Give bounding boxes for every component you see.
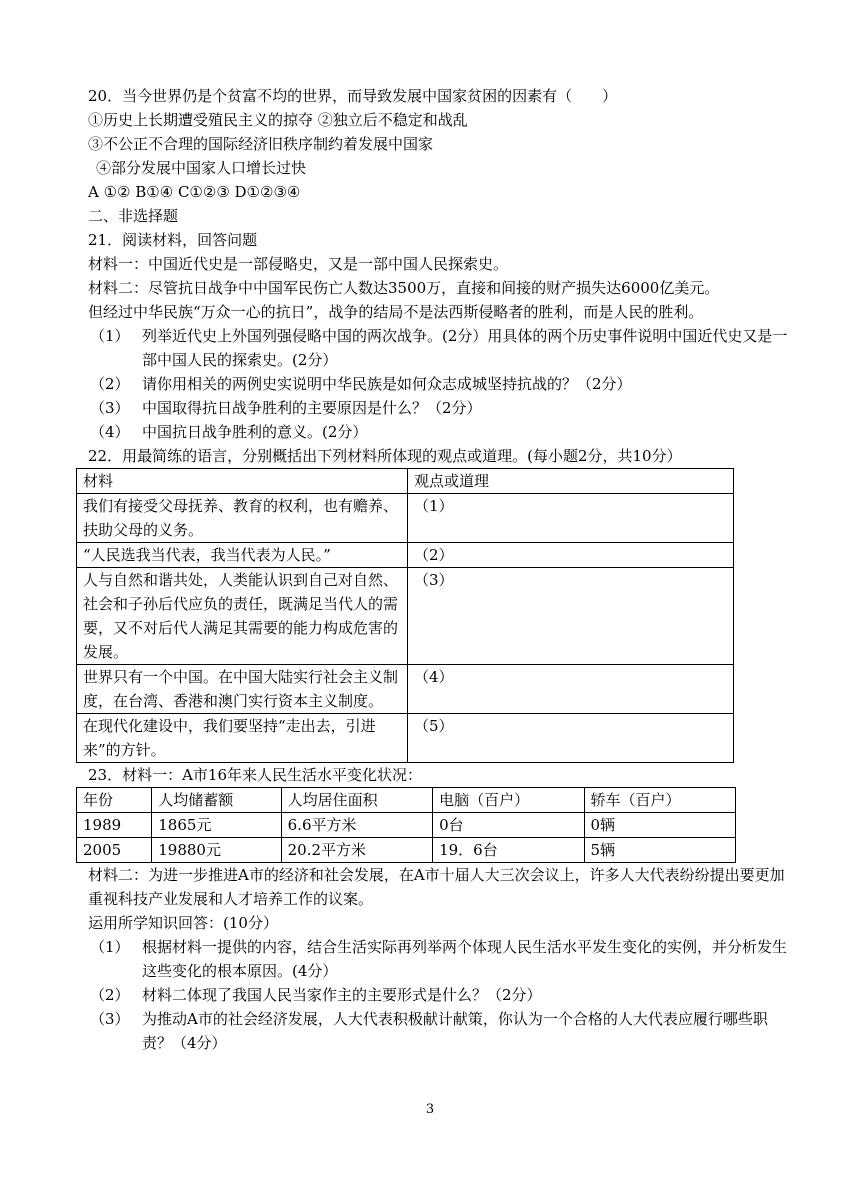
subquestion-number: （4） — [90, 423, 130, 441]
q20-stem: 20．当今世界仍是个贫富不均的世界，而导致发展中国家贫困的因素有（ ） — [88, 87, 618, 105]
table-cell: 0辆 — [584, 813, 735, 838]
q23-subquestion — [88, 1007, 788, 1055]
table-cell: 1989 — [77, 813, 152, 838]
q21-material-2b: 但经过中华民族“万众一心的抗日”，战争的结局不是法西斯侵略者的胜利，而是人民的胜利。 — [88, 303, 704, 321]
q23-material-2: 材料二：为进一步推进A市的经济和社会发展，在A市十届人大三次会议上，许多人大代表纷纷提出要更加重视科技产业发展和人才培养工作的议案。 — [88, 866, 785, 908]
subquestion-text: 根据材料一提供的内容，结合生活实际再列举两个体现人民生活水平发生变化的实例，并分析发生这些变化的根本原因。(4分） — [142, 938, 788, 980]
table-cell: 19．6台 — [433, 838, 584, 863]
q22-table — [76, 468, 734, 763]
material-cell: 我们有接受父母抚养、教育的权利，也有赡养、扶助父母的义务。 — [77, 494, 408, 543]
table-row — [77, 494, 734, 543]
subquestion-text: 中国取得抗日战争胜利的主要原因是什么？（2分） — [142, 399, 482, 417]
subquestion-number: （3） — [90, 399, 130, 417]
subquestion-text: 为推动A市的社会经济发展，人大代表积极献计献策，你认为一个合格的人大代表应履行哪些职责？（4分） — [142, 1010, 768, 1052]
q23-subquestion — [88, 935, 788, 983]
table-row — [77, 813, 736, 838]
material-cell: 人与自然和谐共处，人类能认识到自己对自然、社会和子孙后代应负的责任，既满足当代人的需要，又不对后代人满足其需要的能力构成危害的发展。 — [77, 568, 408, 665]
q21-subquestion — [88, 372, 788, 396]
table-row — [77, 665, 734, 714]
table-header-cell: 材料 — [77, 469, 408, 494]
table-header-cell: 人均居住面积 — [281, 788, 432, 813]
table-cell: 6.6平方米 — [281, 813, 432, 838]
subquestion-number: （2） — [90, 986, 130, 1004]
section-heading: 二、非选择题 — [88, 207, 179, 225]
table-cell: 5辆 — [584, 838, 735, 863]
page-number: 3 — [425, 1102, 435, 1117]
table-cell: 0台 — [433, 813, 584, 838]
answer-cell: （4） — [408, 665, 734, 714]
subquestion-text: 列举近代史上外国列强侵略中国的两次战争。(2分）用具体的两个历史事件说明中国近代史又是一部中国人民的探索史。(2分） — [142, 327, 788, 369]
q21-material-2a: 材料二：尽管抗日战争中中国军民伤亡人数达3500万，直接和间接的财产损失达6000亿美元。 — [88, 279, 720, 297]
q23-subquestion — [88, 983, 788, 1007]
material-cell: 在现代化建设中，我们要坚持“走出去，引进来”的方针。 — [77, 714, 408, 763]
q22-stem: 22．用最简练的语言，分别概括出下列材料所体现的观点或道理。(每小题2分，共10分） — [88, 447, 682, 465]
subquestion-number: （1） — [90, 327, 130, 345]
table-header-cell: 人均储蓄额 — [152, 788, 281, 813]
q21-stem: 21．阅读材料，回答问题 — [88, 231, 258, 249]
q21-subquestion — [88, 420, 788, 444]
table-header-row — [77, 788, 736, 813]
table-cell: 2005 — [77, 838, 152, 863]
subquestion-number: （3） — [90, 1010, 130, 1028]
subquestion-text: 材料二体现了我国人民当家作主的主要形式是什么？（2分） — [142, 986, 542, 1004]
q23-table — [76, 787, 736, 863]
answer-cell: （5） — [408, 714, 734, 763]
answer-cell: （2） — [408, 543, 734, 568]
q23-ask: 运用所学知识回答：(10分） — [88, 914, 278, 932]
q20-option-line-1: ①历史上长期遭受殖民主义的掠夺 ②独立后不稳定和战乱 — [88, 111, 468, 129]
table-cell: 1865元 — [152, 813, 281, 838]
table-header-cell: 观点或道理 — [408, 469, 734, 494]
subquestion-number: （2） — [90, 375, 130, 393]
table-cell: 20.2平方米 — [281, 838, 432, 863]
q23-stem: 23．材料一：A市16年来人民生活水平变化状况： — [88, 766, 423, 784]
subquestion-text: 中国抗日战争胜利的意义。(2分） — [142, 423, 368, 441]
q20-option-line-2: ③不公正不合理的国际经济旧秩序制约着发展中国家 — [88, 135, 434, 153]
q20-choices: A ①② B①④ C①②③ D①②③④ — [88, 183, 301, 201]
q20-option-line-3: ④部分发展中国家人口增长过快 — [96, 159, 307, 177]
answer-cell: （3） — [408, 568, 734, 665]
table-row — [77, 714, 734, 763]
table-header-cell: 轿车（百户） — [584, 788, 735, 813]
q21-subquestion — [88, 324, 788, 372]
subquestion-text: 请你用相关的两例史实说明中华民族是如何众志成城坚持抗战的？（2分） — [142, 375, 632, 393]
table-row — [77, 838, 736, 863]
material-cell: “人民选我当代表，我当代表为人民。” — [77, 543, 408, 568]
subquestion-number: （1） — [90, 938, 130, 956]
page-content — [83, 84, 788, 1055]
table-cell: 19880元 — [152, 838, 281, 863]
q21-subquestion — [88, 396, 788, 420]
material-cell: 世界只有一个中国。在中国大陆实行社会主义制度，在台湾、香港和澳门实行资本主义制度。 — [77, 665, 408, 714]
table-header-row — [77, 469, 734, 494]
table-header-cell: 电脑（百户） — [433, 788, 584, 813]
table-row — [77, 568, 734, 665]
q21-material-1: 材料一：中国近代史是一部侵略史，又是一部中国人民探索史。 — [88, 255, 509, 273]
table-header-cell: 年份 — [77, 788, 152, 813]
table-row — [77, 543, 734, 568]
answer-cell: （1） — [408, 494, 734, 543]
